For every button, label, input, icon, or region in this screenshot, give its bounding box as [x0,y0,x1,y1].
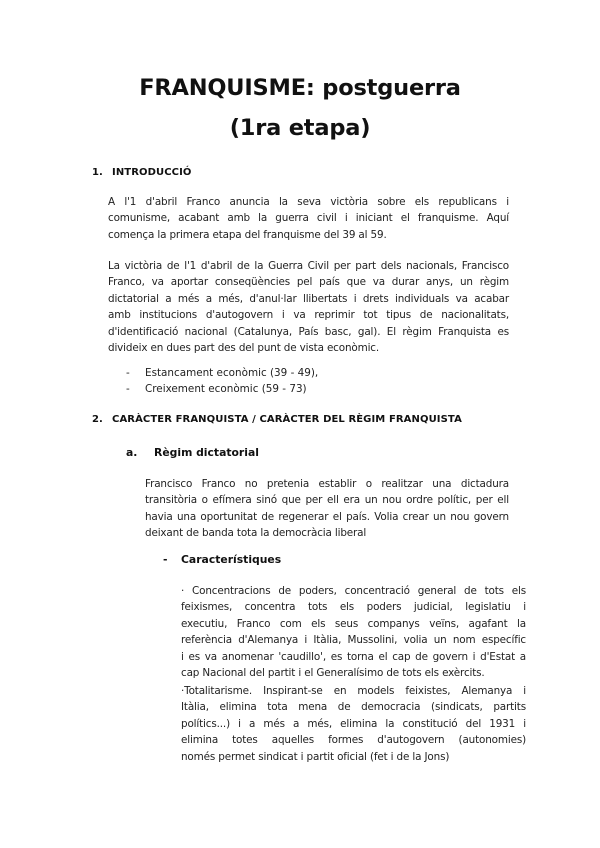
text-line: Franco, va aportar conseqüències pel país que va durar anys, un règim [108,276,509,289]
intro-paragraph-1 [108,194,509,243]
text-line: comunisme, acabant amb la guerra civil i iniciant el franquisme. Aquí [108,212,509,225]
section-1-heading [92,167,192,178]
text-line: · Concentracions de poders, concentració general de tots els [181,585,526,597]
economy-list [126,365,318,398]
dash-bullet-icon: - [163,553,168,566]
dictatorial-paragraph [145,476,509,542]
list-item [126,381,318,397]
intro-paragraph-2 [108,258,509,356]
text-line: dictatorial a més a més, d'anul·lar llibertats i drets individuals va acabar [108,292,509,305]
features-title: Característiques [181,553,282,566]
text-line: comença la primera etapa del franquisme del 39 al 59. [108,228,387,241]
features-paragraph-2 [181,683,526,765]
list-item [126,365,318,381]
subsection-a-title: Règim dictatorial [154,446,259,459]
text-line: polítics...) i a més a més, elimina la constitució del 1931 i [181,717,526,730]
subsection-a-heading [126,446,259,459]
subsection-a-number: a. [126,446,138,459]
section-2-number: 2. [92,414,103,425]
section-1-title: INTRODUCCIÓ [112,167,192,178]
section-2-title: CARÀCTER FRANQUISTA / CARÀCTER DEL RÈGIM FRANQUISTA [112,414,462,425]
text-line: Francisco Franco no pretenia establir o realitzar una dictadura [145,478,509,490]
text-line: ·Totalitarisme. Inspirant-se en models feixistes, Alemanya i [181,685,526,697]
text-line: elimina totes aquelles formes d'autogovern (autonomies) [181,734,526,747]
text-line: referència d'Alemanya i Itàlia, Mussolini, volia un nom específic [181,634,526,647]
features-paragraph-1 [181,583,526,681]
text-line: transitòria o efímera sinó que per ell era un nou ordre polític, per ell [145,494,509,507]
section-1-number: 1. [92,167,103,178]
text-line: cap Nacional del partit i el Generalísimo de tots els exèrcits. [181,666,485,679]
text-line: feixismes, concentra tots els poders judicial, legislatiu i [181,601,526,614]
features-heading [163,553,281,566]
dash-bullet-icon: - [126,367,130,379]
text-line: només permet sindicat i partit oficial (fet i de la Jons) [181,750,450,763]
list-item-text: Estancament econòmic (39 - 49), [145,367,319,379]
text-line: divideix en dues part des del punt de vista econòmic. [108,341,380,354]
text-line: d'identificació nacional (Catalunya, País basc, gal). El règim Franquista es [108,325,509,338]
page-title: FRANQUISME: postguerra [139,75,461,101]
text-line: amb institucions d'autogovern i va reprimir tot tipus de nacionalitats, [108,309,509,322]
text-line: Itàlia, elimina tota mena de democracia (sindicats, partits [181,701,526,714]
text-line: deixant de banda tota la democràcia liberal [145,527,367,540]
page-subtitle: (1ra etapa) [229,115,371,141]
section-2-heading [92,414,462,425]
text-line: La victòria de l'1 d'abril de la Guerra Civil per part dels nacionals, Francisco [108,260,509,272]
text-line: executiu, Franco com els seus companys veïns, agafant la [181,617,526,630]
dash-bullet-icon: - [126,383,130,396]
text-line: A l'1 d'abril Franco anuncia la seva victòria sobre els republicans i [108,196,509,208]
list-item-text: Creixement econòmic (59 - 73) [145,383,307,396]
text-line: i es va anomenar 'caudillo', es torna el cap de govern i d'Estat a [181,650,526,663]
text-line: havia una oportunitat de regenerar el país. Volia crear un nou govern [145,510,509,523]
